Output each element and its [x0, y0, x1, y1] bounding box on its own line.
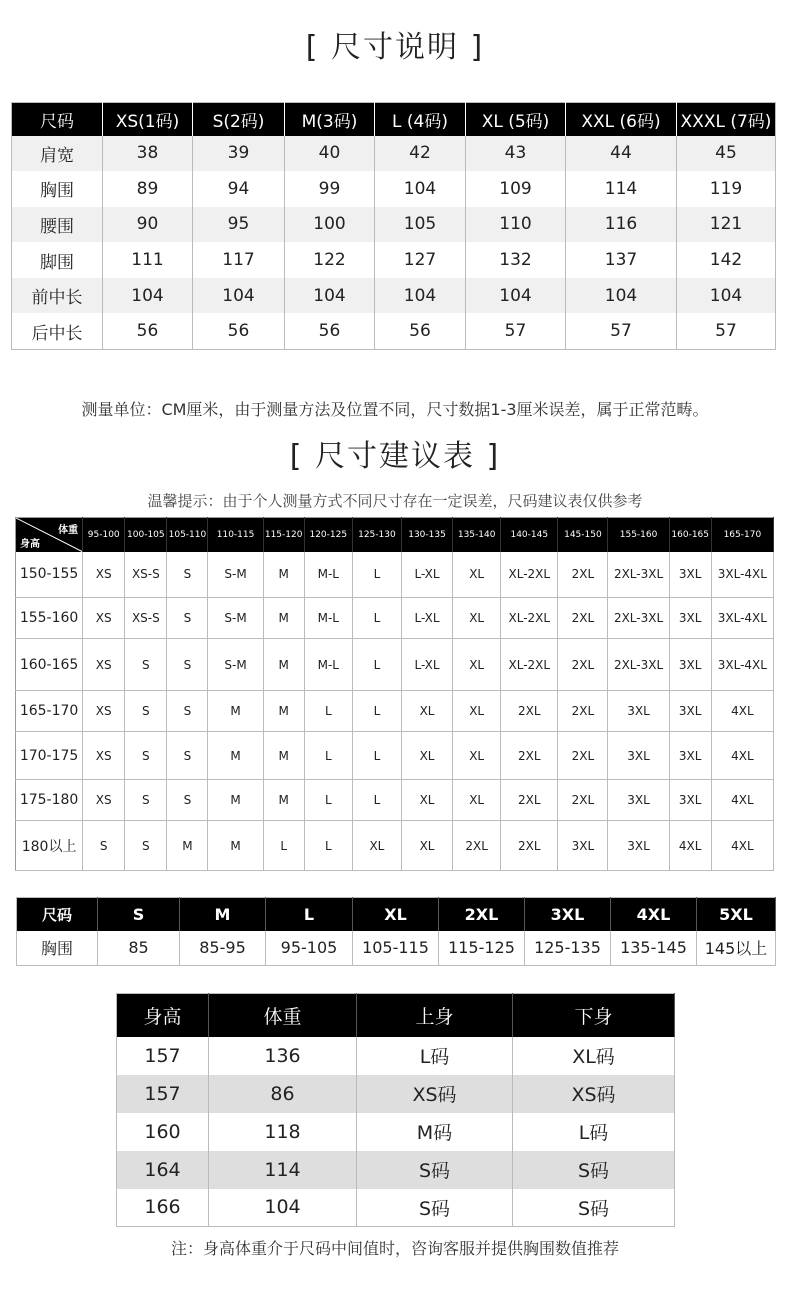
- bust-value-cell: 105-115: [353, 931, 439, 966]
- weight-header-cell: 125-130: [352, 518, 401, 552]
- recommended-size-cell: S: [167, 598, 208, 639]
- model-value-cell: 114: [209, 1151, 357, 1189]
- recommended-size-cell: M: [208, 691, 263, 732]
- recommended-size-cell: L: [304, 821, 352, 871]
- size-value-cell: 40: [285, 136, 375, 172]
- recommended-size-cell: S-M: [208, 552, 263, 598]
- recommended-size-cell: L-XL: [401, 639, 452, 691]
- recommended-size-cell: XL-2XL: [501, 552, 558, 598]
- recommended-size-cell: M-L: [304, 598, 352, 639]
- measurement-label: 后中长: [12, 313, 103, 349]
- size-value-cell: 117: [193, 242, 285, 278]
- recommendation-table: [15, 517, 774, 871]
- size-header-cell: XS(1码): [103, 103, 193, 136]
- model-row: [117, 1037, 675, 1075]
- weight-header-cell: 160-165: [669, 518, 711, 552]
- measurement-note: 测量单位：CM厘米，由于测量方法及位置不同，尺寸数据1-3厘米误差，属于正常范畴。: [81, 400, 709, 419]
- size-row: [12, 171, 776, 207]
- recommended-size-cell: 3XL: [608, 691, 669, 732]
- recommended-size-cell: S: [167, 691, 208, 732]
- recommended-size-cell: 3XL: [669, 691, 711, 732]
- recommended-size-cell: M: [263, 552, 304, 598]
- recommended-size-cell: L: [352, 732, 401, 780]
- bust-value-cell: 85-95: [180, 931, 266, 966]
- size-value-cell: 100: [285, 207, 375, 243]
- recommended-size-cell: 3XL-4XL: [711, 639, 773, 691]
- corner-cell: [16, 518, 83, 552]
- model-value-cell: S码: [357, 1189, 513, 1227]
- recommendation-row: [16, 552, 774, 598]
- recommended-size-cell: S: [125, 780, 167, 821]
- recommended-size-cell: M-L: [304, 639, 352, 691]
- size-header-cell: XXL (6码): [566, 103, 677, 136]
- model-value-cell: S码: [357, 1151, 513, 1189]
- height-label: 165-170: [16, 691, 83, 732]
- bust-header-cell: 3XL: [525, 898, 611, 931]
- model-value-cell: 86: [209, 1075, 357, 1113]
- recommended-size-cell: M: [208, 732, 263, 780]
- recommended-size-cell: M: [263, 732, 304, 780]
- size-value-cell: 104: [566, 278, 677, 314]
- model-value-cell: 164: [117, 1151, 209, 1189]
- model-value-cell: M码: [357, 1113, 513, 1151]
- recommended-size-cell: M: [167, 821, 208, 871]
- model-value-cell: 157: [117, 1075, 209, 1113]
- recommended-size-cell: L: [352, 552, 401, 598]
- recommended-size-cell: XS-S: [125, 552, 167, 598]
- recommended-size-cell: 4XL: [711, 821, 773, 871]
- recommended-size-cell: 3XL: [608, 780, 669, 821]
- recommended-size-cell: XL: [401, 780, 452, 821]
- size-chart-table: [11, 102, 776, 350]
- recommended-size-cell: L: [352, 639, 401, 691]
- recommended-size-cell: M-L: [304, 552, 352, 598]
- size-value-cell: 111: [103, 242, 193, 278]
- recommended-size-cell: L: [304, 691, 352, 732]
- model-value-cell: XS码: [357, 1075, 513, 1113]
- recommendation-row: [16, 691, 774, 732]
- weight-header-cell: 100-105: [125, 518, 167, 552]
- size-row: [12, 207, 776, 243]
- recommended-size-cell: 2XL: [558, 552, 608, 598]
- measurement-label: 胸围: [12, 171, 103, 207]
- size-row: [12, 136, 776, 172]
- bust-value-cell: 135-145: [611, 931, 697, 966]
- size-row: [12, 278, 776, 314]
- size-value-cell: 43: [466, 136, 566, 172]
- recommended-size-cell: M: [208, 821, 263, 871]
- size-value-cell: 56: [103, 313, 193, 349]
- measurement-label: 前中长: [12, 278, 103, 314]
- model-header-cell: 身高: [117, 994, 209, 1037]
- recommended-size-cell: 4XL: [711, 691, 773, 732]
- recommended-size-cell: M: [263, 780, 304, 821]
- recommended-size-cell: S: [125, 639, 167, 691]
- bust-label: 胸围: [17, 931, 98, 966]
- recommended-size-cell: 2XL: [558, 691, 608, 732]
- model-value-cell: S码: [513, 1189, 675, 1227]
- recommended-size-cell: XS: [83, 780, 125, 821]
- model-row: [117, 1075, 675, 1113]
- recommended-size-cell: 2XL: [501, 780, 558, 821]
- recommended-size-cell: 3XL-4XL: [711, 552, 773, 598]
- size-header-cell: L (4码): [375, 103, 466, 136]
- size-value-cell: 104: [466, 278, 566, 314]
- size-value-cell: 39: [193, 136, 285, 172]
- height-label: 175-180: [16, 780, 83, 821]
- size-value-cell: 137: [566, 242, 677, 278]
- size-value-cell: 89: [103, 171, 193, 207]
- model-value-cell: L码: [513, 1113, 675, 1151]
- bust-chart-row: [17, 931, 776, 966]
- recommended-size-cell: 4XL: [669, 821, 711, 871]
- size-value-cell: 105: [375, 207, 466, 243]
- recommended-size-cell: 3XL: [558, 821, 608, 871]
- size-value-cell: 57: [566, 313, 677, 349]
- recommended-size-cell: L: [304, 732, 352, 780]
- size-value-cell: 127: [375, 242, 466, 278]
- recommended-size-cell: XL: [453, 691, 501, 732]
- size-value-cell: 121: [677, 207, 776, 243]
- recommended-size-cell: L: [263, 821, 304, 871]
- size-value-cell: 38: [103, 136, 193, 172]
- model-value-cell: 118: [209, 1113, 357, 1151]
- recommended-size-cell: XL: [453, 780, 501, 821]
- recommended-size-cell: 3XL: [669, 552, 711, 598]
- size-value-cell: 44: [566, 136, 677, 172]
- corner-height-label: 身高: [20, 538, 40, 550]
- recommended-size-cell: M: [263, 598, 304, 639]
- recommended-size-cell: XL-2XL: [501, 639, 558, 691]
- recommended-size-cell: XL: [401, 732, 452, 780]
- size-value-cell: 104: [103, 278, 193, 314]
- weight-header-cell: 105-110: [167, 518, 208, 552]
- size-header-cell: XXXL (7码): [677, 103, 776, 136]
- size-header-cell: S(2码): [193, 103, 285, 136]
- recommended-size-cell: L-XL: [401, 552, 452, 598]
- height-label: 155-160: [16, 598, 83, 639]
- corner-weight-label: 体重: [58, 525, 79, 536]
- weight-header-cell: 145-150: [558, 518, 608, 552]
- size-value-cell: 104: [193, 278, 285, 314]
- bust-header-cell: S: [98, 898, 180, 931]
- recommended-size-cell: 3XL: [669, 732, 711, 780]
- recommended-size-cell: S: [83, 821, 125, 871]
- recommendation-header-row: [16, 518, 774, 552]
- size-value-cell: 99: [285, 171, 375, 207]
- recommended-size-cell: M: [263, 639, 304, 691]
- recommended-size-cell: L: [304, 780, 352, 821]
- recommended-size-cell: S: [125, 821, 167, 871]
- weight-header-cell: 135-140: [453, 518, 501, 552]
- recommended-size-cell: 2XL: [501, 691, 558, 732]
- height-label: 170-175: [16, 732, 83, 780]
- recommended-size-cell: M: [208, 780, 263, 821]
- size-value-cell: 57: [466, 313, 566, 349]
- recommended-size-cell: XL-2XL: [501, 598, 558, 639]
- recommended-size-cell: S: [125, 732, 167, 780]
- recommended-size-cell: 4XL: [711, 732, 773, 780]
- recommended-size-cell: 4XL: [711, 780, 773, 821]
- recommended-size-cell: 2XL: [558, 598, 608, 639]
- bust-value-cell: 125-135: [525, 931, 611, 966]
- model-value-cell: S码: [513, 1151, 675, 1189]
- size-value-cell: 45: [677, 136, 776, 172]
- model-value-cell: 136: [209, 1037, 357, 1075]
- weight-header-cell: 130-135: [401, 518, 452, 552]
- height-label: 150-155: [16, 552, 83, 598]
- size-value-cell: 56: [285, 313, 375, 349]
- weight-header-cell: 95-100: [83, 518, 125, 552]
- recommended-size-cell: XS: [83, 691, 125, 732]
- size-value-cell: 42: [375, 136, 466, 172]
- size-chart-header-row: [12, 103, 776, 136]
- recommended-size-cell: 3XL: [669, 780, 711, 821]
- measurement-label: 腰围: [12, 207, 103, 243]
- measurement-label: 肩宽: [12, 136, 103, 172]
- measurement-label: 脚围: [12, 242, 103, 278]
- recommended-size-cell: 3XL: [669, 598, 711, 639]
- bust-chart-header-row: [17, 898, 776, 931]
- bust-value-cell: 95-105: [266, 931, 353, 966]
- size-value-cell: 104: [375, 278, 466, 314]
- recommended-size-cell: M: [263, 691, 304, 732]
- model-value-cell: 160: [117, 1113, 209, 1151]
- recommended-size-cell: L: [352, 780, 401, 821]
- recommended-size-cell: 3XL: [669, 639, 711, 691]
- recommendation-row: [16, 821, 774, 871]
- size-value-cell: 119: [677, 171, 776, 207]
- recommended-size-cell: S-M: [208, 639, 263, 691]
- size-value-cell: 94: [193, 171, 285, 207]
- bust-value-cell: 85: [98, 931, 180, 966]
- size-row: [12, 242, 776, 278]
- model-chart-header-row: [117, 994, 675, 1037]
- recommended-size-cell: XS: [83, 598, 125, 639]
- recommended-size-cell: 2XL-3XL: [608, 598, 669, 639]
- size-value-cell: 56: [193, 313, 285, 349]
- weight-header-cell: 115-120: [263, 518, 304, 552]
- model-value-cell: XL码: [513, 1037, 675, 1075]
- bust-value-cell: 145以上: [697, 931, 776, 966]
- model-header-cell: 体重: [209, 994, 357, 1037]
- model-value-cell: 157: [117, 1037, 209, 1075]
- height-label: 180以上: [16, 821, 83, 871]
- model-value-cell: 166: [117, 1189, 209, 1227]
- bust-value-cell: 115-125: [439, 931, 525, 966]
- recommendation-title: [ 尺寸建议表 ]: [289, 439, 501, 474]
- recommendation-row: [16, 598, 774, 639]
- recommended-size-cell: XS-S: [125, 598, 167, 639]
- recommended-size-cell: 3XL-4XL: [711, 598, 773, 639]
- model-header-cell: 上身: [357, 994, 513, 1037]
- size-value-cell: 122: [285, 242, 375, 278]
- recommended-size-cell: L: [352, 691, 401, 732]
- size-value-cell: 114: [566, 171, 677, 207]
- height-label: 160-165: [16, 639, 83, 691]
- recommended-size-cell: 2XL: [501, 821, 558, 871]
- weight-header-cell: 110-115: [208, 518, 263, 552]
- model-header-cell: 下身: [513, 994, 675, 1037]
- bust-header-cell: L: [266, 898, 353, 931]
- recommended-size-cell: XL: [352, 821, 401, 871]
- size-value-cell: 142: [677, 242, 776, 278]
- bust-header-cell: 2XL: [439, 898, 525, 931]
- recommended-size-cell: XL: [401, 691, 452, 732]
- size-row: [12, 313, 776, 349]
- recommended-size-cell: 2XL: [558, 732, 608, 780]
- recommended-size-cell: 3XL: [608, 732, 669, 780]
- recommended-size-cell: 2XL: [558, 639, 608, 691]
- recommended-size-cell: 2XL-3XL: [608, 639, 669, 691]
- recommended-size-cell: 2XL: [558, 780, 608, 821]
- model-row: [117, 1113, 675, 1151]
- size-value-cell: 116: [566, 207, 677, 243]
- recommended-size-cell: XL: [453, 552, 501, 598]
- model-value-cell: L码: [357, 1037, 513, 1075]
- recommended-size-cell: XL: [453, 732, 501, 780]
- recommended-size-cell: XS: [83, 552, 125, 598]
- recommended-size-cell: L-XL: [401, 598, 452, 639]
- model-value-cell: 104: [209, 1189, 357, 1227]
- recommended-size-cell: S-M: [208, 598, 263, 639]
- recommended-size-cell: XL: [453, 598, 501, 639]
- bust-header-cell: XL: [353, 898, 439, 931]
- size-value-cell: 109: [466, 171, 566, 207]
- recommendation-row: [16, 639, 774, 691]
- recommendation-row: [16, 780, 774, 821]
- size-value-cell: 56: [375, 313, 466, 349]
- recommended-size-cell: XL: [453, 639, 501, 691]
- model-row: [117, 1151, 675, 1189]
- size-value-cell: 104: [375, 171, 466, 207]
- model-row: [117, 1189, 675, 1227]
- bust-chart-table: [16, 897, 776, 966]
- bust-header-cell: 尺码: [17, 898, 98, 931]
- bust-header-cell: M: [180, 898, 266, 931]
- size-chart-title: [ 尺寸说明 ]: [305, 30, 485, 65]
- recommended-size-cell: 2XL: [453, 821, 501, 871]
- model-chart-table: [116, 993, 675, 1227]
- bust-header-cell: 4XL: [611, 898, 697, 931]
- recommended-size-cell: S: [125, 691, 167, 732]
- weight-header-cell: 120-125: [304, 518, 352, 552]
- size-value-cell: 95: [193, 207, 285, 243]
- recommended-size-cell: S: [167, 552, 208, 598]
- recommendation-tip: 温馨提示：由于个人测量方式不同尺寸存在一定误差，尺码建议表仅供参考: [147, 492, 643, 510]
- recommended-size-cell: XS: [83, 639, 125, 691]
- recommended-size-cell: S: [167, 780, 208, 821]
- size-header-cell: XL (5码): [466, 103, 566, 136]
- recommended-size-cell: 3XL: [608, 821, 669, 871]
- recommended-size-cell: XL: [401, 821, 452, 871]
- recommendation-row: [16, 732, 774, 780]
- model-value-cell: XS码: [513, 1075, 675, 1113]
- weight-header-cell: 155-160: [608, 518, 669, 552]
- model-chart-note: 注：身高体重介于尺码中间值时，咨询客服并提供胸围数值推荐: [170, 1239, 619, 1258]
- size-value-cell: 104: [285, 278, 375, 314]
- bust-header-cell: 5XL: [697, 898, 776, 931]
- size-header-cell: M(3码): [285, 103, 375, 136]
- weight-header-cell: 140-145: [501, 518, 558, 552]
- recommended-size-cell: 2XL-3XL: [608, 552, 669, 598]
- size-value-cell: 132: [466, 242, 566, 278]
- weight-header-cell: 165-170: [711, 518, 773, 552]
- recommended-size-cell: S: [167, 639, 208, 691]
- recommended-size-cell: L: [352, 598, 401, 639]
- size-value-cell: 104: [677, 278, 776, 314]
- recommended-size-cell: 2XL: [501, 732, 558, 780]
- size-value-cell: 57: [677, 313, 776, 349]
- recommended-size-cell: XS: [83, 732, 125, 780]
- size-value-cell: 110: [466, 207, 566, 243]
- recommended-size-cell: S: [167, 732, 208, 780]
- size-value-cell: 90: [103, 207, 193, 243]
- size-header-cell: 尺码: [12, 103, 103, 136]
